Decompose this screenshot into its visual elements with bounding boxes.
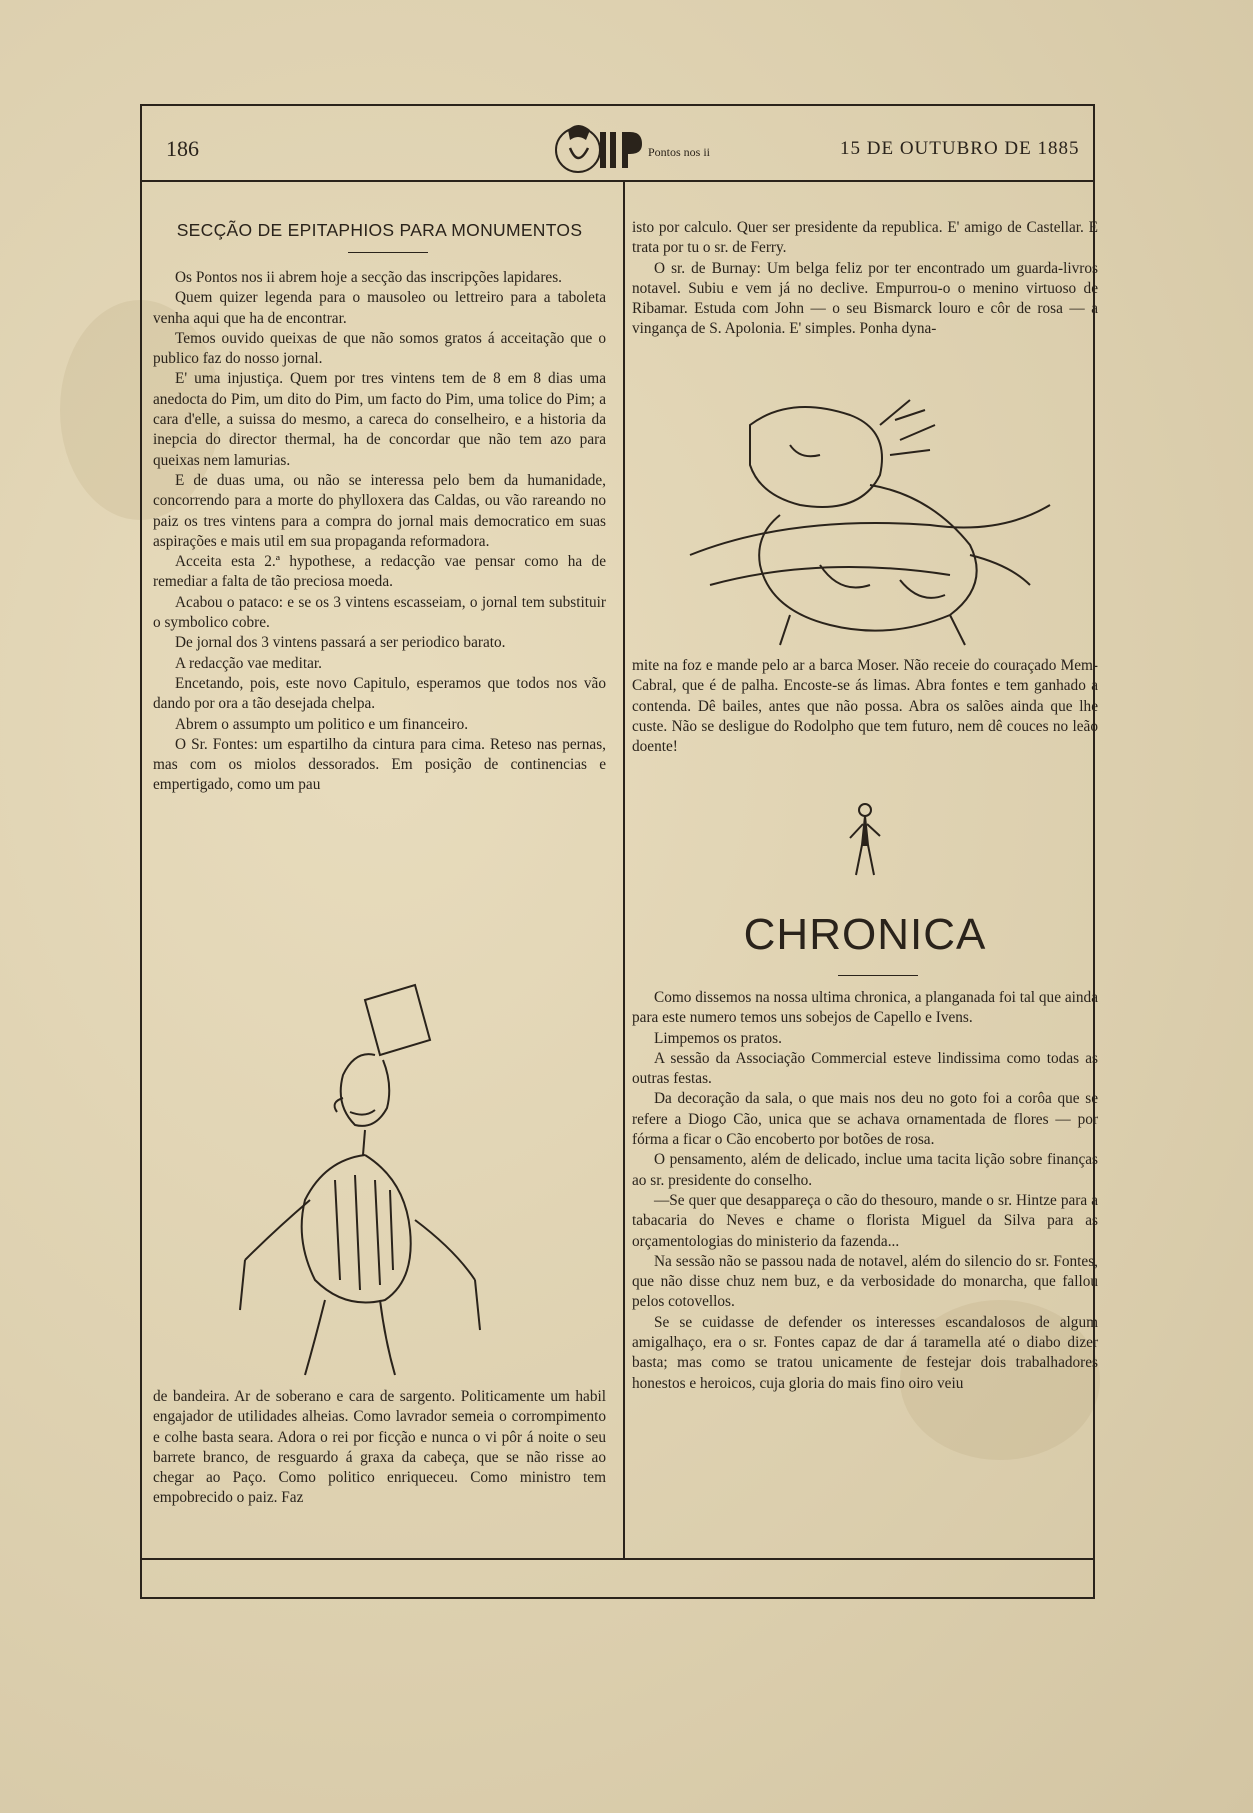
paragraph: Da decoração da sala, o que mais nos deu no goto foi a corôa que se refere a Diogo Cão, unica que se achava ornamentada de flores — por fórma a ficar o Cão encoberto por botões de rosa. <box>632 1090 1098 1149</box>
column-bottom-rule <box>623 1558 1095 1560</box>
small-figure-illustration <box>840 800 890 880</box>
paragraph: Abrem o assumpto um politico e um financeiro. <box>175 715 469 733</box>
paragraph: Acabou o pataco: e se os 3 vintens escasseiam, o jornal tem substituir o symbolico cobre. <box>153 593 606 632</box>
paragraph: Acceita esta 2.ª hypothese, a redacção vae pensar como ha de remediar a falta de tão preciosa moeda. <box>153 553 606 591</box>
issue-date: 15 DE OUTUBRO DE 1885 <box>840 138 1080 159</box>
paragraph: —Se quer que desappareça o cão do thesouro, mande o sr. Hintze para a tabacaria do Neves e chame o florista Miguel da Silva para as orçamentologias do ministerio da fazenda... <box>632 1191 1098 1250</box>
paragraph: Os Pontos nos ii abrem hoje a secção das inscripções lapidares. <box>175 269 562 286</box>
paragraph: isto por calculo. Quer ser presidente da republica. E' amigo de Castellar. E trata por tu o sr. de Ferry. <box>632 219 1098 257</box>
paragraph: Limpemos os pratos. <box>654 1029 782 1047</box>
paragraph: Quem quizer legenda para o mausoleo ou lettreiro para a taboleta venha aqui que ha de encontrar. <box>153 289 606 327</box>
burnay-caricature <box>670 385 1090 650</box>
masthead-title: Pontos nos ii <box>648 145 711 159</box>
title-rule <box>348 252 428 253</box>
right-column-top-text <box>632 218 1098 340</box>
left-column-continuation <box>153 1387 606 1509</box>
title-rule <box>838 975 918 976</box>
paragraph: Encetando, pois, este novo Capitulo, esperamos que todos nos vão dando por ora a tão desejada chelpa. <box>153 674 606 713</box>
chronica-heading: CHRONICA <box>743 910 987 959</box>
paragraph: Como dissemos na nossa ultima chronica, a planganada foi tal que ainda para este numero temos uns sobejos de Capello e Ivens. <box>632 989 1098 1027</box>
page-number: 186 <box>166 136 199 161</box>
paragraph: De jornal dos 3 vintens passará a ser periodico barato. <box>175 634 506 652</box>
paragraph: Se se cuidasse de defender os interesses escandalosos de algum amigalhaço, era o sr. Fontes capaz de dar á taramella até o diabo dizer basta; mas como se tratou unicamente de festejar dois trabalhadores honestos e heroicos, cuja gloria do mais fino oiro veiu <box>632 1313 1098 1392</box>
paragraph: Temos ouvido queixas de que não somos gratos á acceitação que o publico faz do nosso jornal. <box>153 329 606 368</box>
paragraph: A redacção vae meditar. <box>175 654 322 672</box>
chronica-text <box>632 988 1098 1394</box>
burnay-caricature-icon <box>670 385 1090 650</box>
paragraph: de bandeira. Ar de soberano e cara de sargento. Politicamente um habil engajador de utilidades alheias. Como lavrador semeia o corrompimento e colhe basta seara. Adora o rei por ficção e nunca o vi pôr á noite o seu barrete branco, de resguardo á graxa da cabeça, que se não risse ao chegar ao Paço. Como politico enriqueceu. Como ministro tem empobrecido o paiz. Faz <box>153 1388 606 1507</box>
left-column-text <box>153 268 606 796</box>
masthead-logo <box>550 118 711 176</box>
column-divider <box>623 182 625 1558</box>
right-column-mid-text <box>632 656 1098 757</box>
section-title: SECÇÃO DE EPITAPHIOS PARA MONUMENTOS <box>176 220 583 240</box>
paragraph: A sessão da Associação Commercial esteve lindissima como todas as outras festas. <box>632 1049 1098 1088</box>
column-bottom-rule <box>140 1558 624 1560</box>
masthead-logo-icon <box>550 118 711 176</box>
paragraph: mite na foz e mande pelo ar a barca Moser. Não receie do couraçado Mem-Cabral, que é de palha. Encoste-se ás limas. Abra fontes e tem ganhado a contenda. Dê bailes, antes que não possa. Abra os salões ainda que lhe custe. Não se desligue do Rodolpho que tem futuro, nem dê couces no leão doente! <box>632 657 1098 756</box>
fontes-caricature <box>215 980 505 1380</box>
paragraph: E' uma injustiça. Quem por tres vintens tem de 8 em 8 dias uma anedocta do Pim, um dito do Pim, um facto do Pim, uma tolice do Pim; a cara d'elle, a suissa do mesmo, a careca do conselheiro, e a historia da inepcia do director thermal, ha de concordar que não tem azo para queixas nem lamurias. <box>153 370 606 469</box>
paragraph: Na sessão não se passou nada de notavel, além do silencio do sr. Fontes, que não disse chuz nem buz, e da verbosidade do monarcha, que fallou pelos cotovellos. <box>632 1252 1098 1311</box>
small-figure-icon <box>840 800 890 880</box>
fontes-caricature-icon <box>215 980 505 1380</box>
paragraph: O pensamento, além de delicado, inclue uma tacita lição sobre finanças ao sr. presidente do conselho. <box>632 1151 1098 1189</box>
paragraph: O Sr. Fontes: um espartilho da cintura para cima. Reteso nas pernas, mas com os miolos dessorados. Em posição de continencias e empertigado, como um pau <box>153 735 606 794</box>
header-rule <box>140 180 1095 182</box>
paragraph: O sr. de Burnay: Um belga feliz por ter encontrado um guarda-livros notavel. Subiu e vem já no declive. Empurrou-o o menino virtuoso de Ribamar. Estuda com John — o seu Bismarck louro e côr de rosa — a vingança de S. Apolonia. E' simples. Ponha dyna- <box>632 259 1098 338</box>
paragraph: E de duas uma, ou não se interessa pelo bem da humanidade, concorrendo para a morte do phylloxera das Caldas, ou vão rareando no paiz os tres vintens para a compra do jornal mais democratico em suas aspirações e mais util em sua propaganda reformadora. <box>153 471 606 550</box>
